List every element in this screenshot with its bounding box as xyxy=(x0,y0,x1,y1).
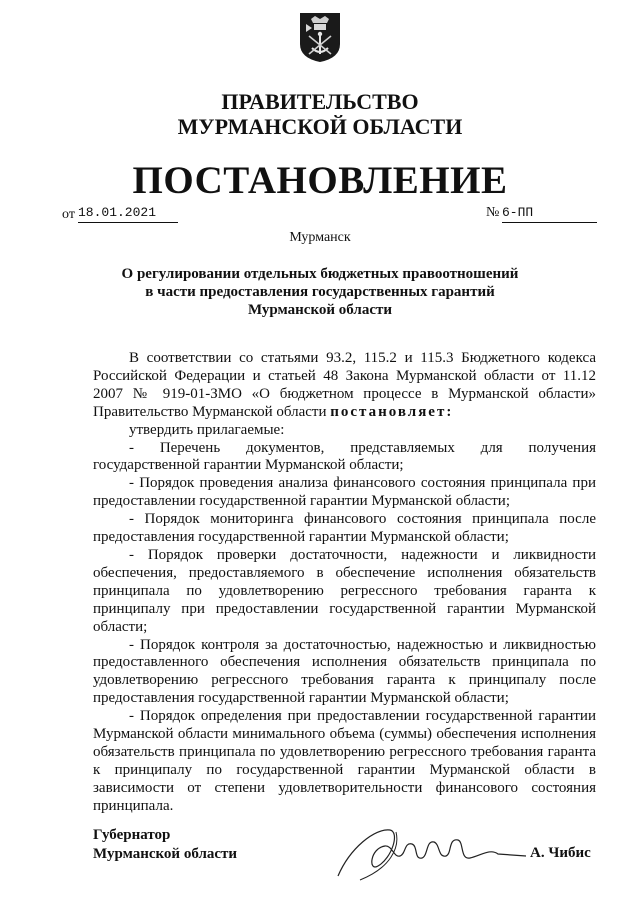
list-item: - Порядок контроля за достаточностью, надежностью и ликвидностью предоставленного обеспечения исполнения обязательств принципала по удовлетворению регрессного требования гаранта к принципалу после предоставления государственной гарантии Мурманской области; xyxy=(93,636,596,707)
government-name-line2: МУРМАНСКОЙ ОБЛАСТИ xyxy=(177,114,463,139)
document-type-heading: ПОСТАНОВЛЕНИЕ xyxy=(132,159,508,202)
list-item: - Перечень документов, представляемых для получения государственной гарантии Мурманской области; xyxy=(93,439,596,474)
signatory-position xyxy=(93,826,237,864)
intro-text: В соответствии со статьями 93.2, 115.2 и 115.3 Бюджетного кодекса Российской Федерации и статьей 48 Закона Мурманской области от 11.12 2007 № 919-01-ЗМО «О бюджетном процессе в Мурманской области» Правительство Мурманской области xyxy=(93,350,596,420)
title-line: в части предоставления государственных гарантий xyxy=(145,284,495,300)
document-body xyxy=(93,350,596,816)
document-title xyxy=(120,265,520,319)
title-line: О регулировании отдельных бюджетных правоотношений xyxy=(121,266,519,282)
government-name-line1: ПРАВИТЕЛЬСТВО xyxy=(221,89,419,114)
list-item: - Порядок определения при предоставлении государственной гарантии Мурманской области минимального объема (суммы) обеспечения исполнения обязательств принципала по удовлетворению регрессного требования гаранта к принципалу по государственной гарантии Мурманской области в зависимости от степени удовлетворительности финансового состояния принципала. xyxy=(93,708,596,814)
signatory-name: А. Чибис xyxy=(530,845,591,861)
title-line: Мурманской области xyxy=(247,302,393,318)
coat-of-arms-icon xyxy=(297,10,343,64)
number-prefix: № xyxy=(486,205,500,220)
date-prefix: от xyxy=(62,207,75,222)
approve-line: утвердить прилагаемые: xyxy=(129,421,285,438)
handwritten-signature xyxy=(330,818,530,888)
list-item: - Порядок проведения анализа финансового состояния принципала при предоставлении государственной гарантии Мурманской области; xyxy=(93,475,596,510)
document-date: 18.01.2021 xyxy=(78,205,178,223)
city: Мурманск xyxy=(289,230,351,245)
position-line: Мурманской области xyxy=(93,846,238,862)
position-line: Губернатор xyxy=(93,827,171,843)
intro-paragraph xyxy=(93,350,596,422)
document-number: 6-ПП xyxy=(502,205,597,223)
list-item: - Порядок проверки достаточности, надежности и ликвидности обеспечения, предоставляемого в обеспечение исполнения обязательств принципала по удовлетворению регрессного требования гаранта к принципалу при предоставлении государственной гарантии Мурманской области; xyxy=(93,546,596,635)
decree-colon: : xyxy=(446,403,454,420)
decree-word: постановляет xyxy=(330,403,447,420)
list-item: - Порядок мониторинга финансового состояния принципала после предоставления государственной гарантии Мурманской области; xyxy=(93,511,596,546)
